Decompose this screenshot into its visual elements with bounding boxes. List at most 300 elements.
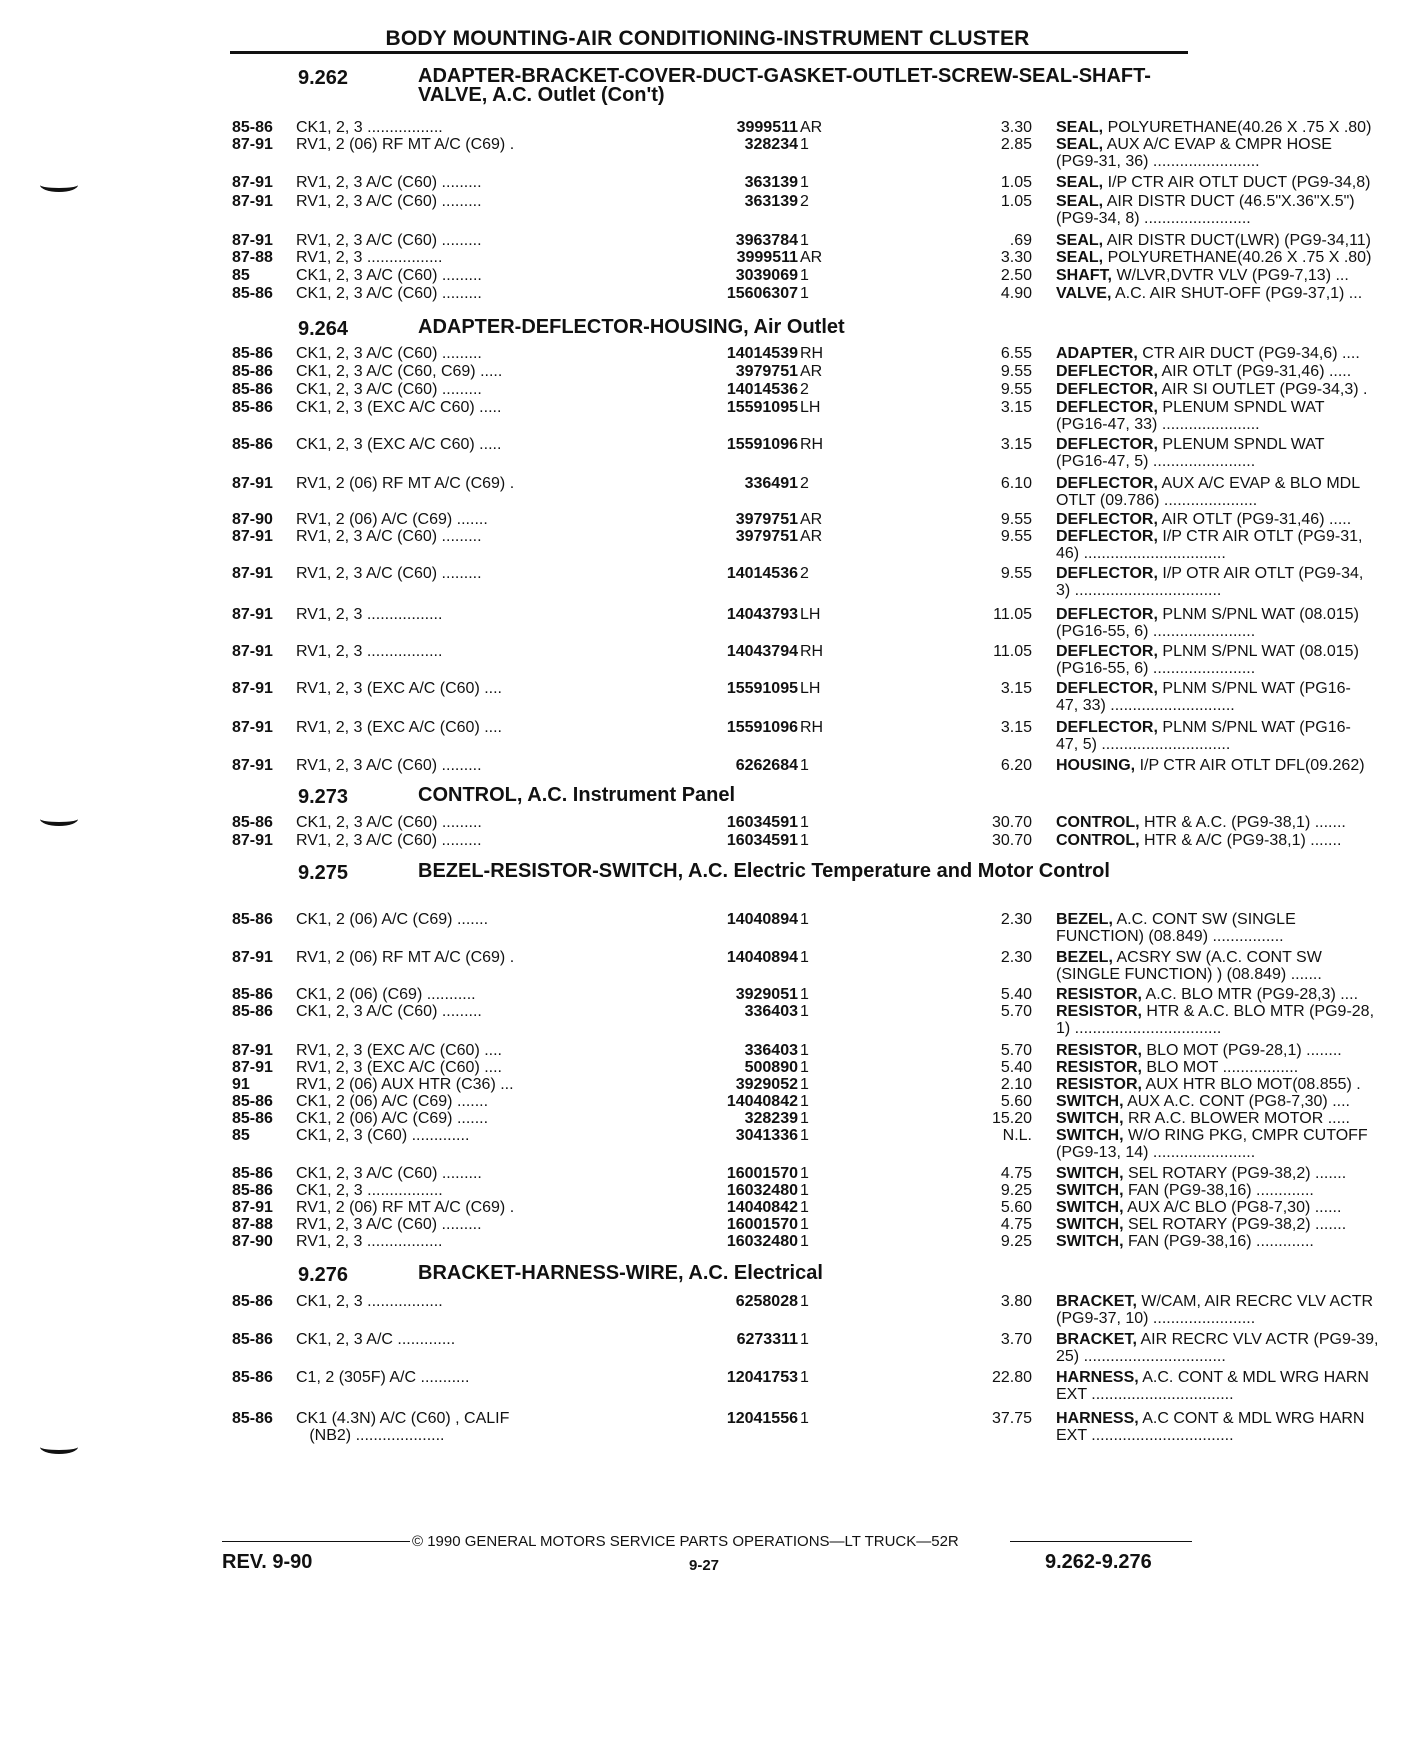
model-applicability: CK1, 2 (06) A/C (C69) ....... [296,1093,489,1110]
quantity: 1 [800,1076,809,1093]
quantity: LH [800,680,821,697]
model-years: 85 [232,267,250,284]
part-detail: PLENUM SPNDL WAT [1162,436,1325,453]
part-description [1056,833,1416,849]
quantity: 1 [800,1216,809,1233]
model-years: 85-86 [232,1331,273,1348]
quantity: 1 [800,1127,809,1144]
model-years: 85-86 [232,285,273,302]
part-number: 3041336 [735,1127,798,1144]
part-name: BRACKET, [1056,1293,1137,1310]
part-detail: BLO MOT ................. [1146,1059,1299,1076]
part-description [1056,137,1416,153]
model-applicability: CK1, 2, 3 A/C (C60) ......... [296,1003,482,1020]
part-number: 15591096 [726,436,798,453]
model-applicability: CK1, 2, 3 A/C (C60, C69) ..... [296,363,503,380]
part-number: 15591095 [726,399,798,416]
model-years: 85-86 [232,1093,273,1110]
part-number: 16034591 [726,814,798,831]
part-detail: FAN (PG9-38,16) ............. [1128,1182,1314,1199]
quantity: 1 [800,267,809,284]
quantity: AR [800,119,823,136]
punch-hole-mark [40,1440,78,1454]
price: 5.70 [1000,1042,1032,1059]
quantity: 1 [800,174,809,191]
part-description [1056,194,1416,210]
part-description-continued: (PG9-37, 10) ....................... [1056,1310,1256,1327]
part-number: 15606307 [726,285,798,302]
model-years: 87-91 [232,680,273,697]
part-name: CONTROL, [1056,832,1140,849]
punch-hole-mark [40,812,78,826]
model-years: 87-91 [232,949,273,966]
price: 11.05 [993,606,1032,623]
part-detail: POLYURETHANE(40.26 X .75 X .80) [1107,249,1372,266]
quantity: 1 [800,1233,809,1250]
model-applicability: CK1, 2 (06) (C69) ........... [296,986,476,1003]
part-number: 336403 [744,1003,798,1020]
section-number: 9.273 [298,786,349,808]
part-name: SEAL, [1056,232,1104,249]
part-description [1056,400,1416,416]
model-years: 87-91 [232,475,273,492]
part-description [1056,1111,1416,1127]
part-name: DEFLECTOR, [1056,363,1158,380]
quantity: 1 [800,1369,809,1386]
model-applicability: CK1, 2 (06) A/C (C69) ....... [296,1110,489,1127]
model-applicability: C1, 2 (305F) A/C ........... [296,1369,470,1386]
model-years: 85-86 [232,814,273,831]
part-name: SWITCH, [1056,1127,1124,1144]
section-number: 9.275 [298,862,349,884]
part-description [1056,364,1416,380]
part-description [1056,1332,1416,1348]
quantity: RH [800,643,824,660]
price: 2.85 [1000,136,1032,153]
model-applicability: RV1, 2, 3 A/C (C60) ......... [296,174,482,191]
part-detail: I/P CTR AIR OTLT DUCT (PG9-34,8) [1107,174,1371,191]
part-name: DEFLECTOR, [1056,381,1158,398]
part-number: 3929051 [735,986,798,1003]
part-description [1056,1234,1416,1250]
section-title: BEZEL-RESISTOR-SWITCH, A.C. Electric Temperature and Motor Control [418,860,1110,882]
price: 5.60 [1000,1199,1032,1216]
price: 3.15 [1000,719,1032,736]
part-detail: AUX A/C EVAP & BLO MDL [1161,475,1361,492]
part-description [1056,529,1416,545]
part-description [1056,1077,1416,1093]
model-years: 87-91 [232,643,273,660]
part-number: 14040894 [726,949,798,966]
model-applicability: CK1, 2, 3 A/C (C60) ......... [296,381,482,398]
part-description [1056,286,1416,302]
part-number: 14014536 [726,381,798,398]
part-number: 336403 [744,1042,798,1059]
model-years: 87-91 [232,1199,273,1216]
price: N.L. [1002,1127,1032,1144]
model-applicability: RV1, 2 (06) RF MT A/C (C69) . [296,1199,515,1216]
part-description-continued: (PG16-55, 6) ....................... [1056,623,1256,640]
model-applicability: RV1, 2 (06) A/C (C69) ....... [296,511,488,528]
model-years: 87-91 [232,174,273,191]
part-description-continued: EXT ................................ [1056,1386,1234,1403]
part-number: 363139 [744,174,798,191]
part-number: 16032480 [726,1182,798,1199]
part-description [1056,1060,1416,1076]
model-applicability: RV1, 2, 3 (EXC A/C (C60) .... [296,719,502,736]
part-description-continued: (PG16-55, 6) ....................... [1056,660,1256,677]
model-years: 91 [232,1076,250,1093]
quantity: 1 [800,285,809,302]
part-number: 3999511 [736,119,798,136]
price: 6.10 [1000,475,1032,492]
part-number: 363139 [744,193,798,210]
part-name: DEFLECTOR, [1056,606,1158,623]
part-description [1056,476,1416,492]
part-description-continued: 25) ................................ [1056,1348,1226,1365]
part-description [1056,512,1416,528]
part-number: 14040842 [726,1093,798,1110]
section-title: BRACKET-HARNESS-WIRE, A.C. Electrical [418,1262,823,1284]
part-number: 328239 [744,1110,798,1127]
part-name: RESISTOR, [1056,1076,1142,1093]
quantity: 1 [800,232,809,249]
model-applicability: RV1, 2, 3 A/C (C60) ......... [296,193,482,210]
price: 5.40 [1000,1059,1032,1076]
quantity: 1 [800,1199,809,1216]
model-years: 85-86 [232,1293,273,1310]
price: 15.20 [991,1110,1032,1127]
part-description [1056,1370,1416,1386]
part-detail: AIR DISTR DUCT (46.5"X.36"X.5") [1106,193,1355,210]
price: 3.15 [1000,399,1032,416]
part-detail: HTR & A/C (PG9-38,1) ....... [1144,832,1342,849]
part-description [1056,815,1416,831]
quantity: RH [800,719,824,736]
quantity: 1 [800,1331,809,1348]
part-description [1056,250,1416,266]
model-years: 85-86 [232,399,273,416]
model-applicability: CK1, 2, 3 A/C ............. [296,1331,456,1348]
price: 11.05 [993,643,1032,660]
quantity: 1 [800,1042,809,1059]
model-applicability: CK1, 2, 3 ................. [296,119,443,136]
part-detail: PLNM S/PNL WAT (08.015) [1162,606,1359,623]
part-name: CONTROL, [1056,814,1140,831]
model-applicability: CK1, 2, 3 (EXC A/C C60) ..... [296,399,502,416]
part-name: BEZEL, [1056,911,1113,928]
part-detail: SEL ROTARY (PG9-38,2) ....... [1128,1165,1347,1182]
part-number: 14014539 [726,345,798,362]
part-number: 500890 [744,1059,798,1076]
model-applicability: RV1, 2, 3 ................. [296,249,443,266]
model-years: 85 [232,1127,250,1144]
part-detail: PLNM S/PNL WAT (08.015) [1162,643,1359,660]
part-name: DEFLECTOR, [1056,436,1158,453]
quantity: 1 [800,1182,809,1199]
part-name: DEFLECTOR, [1056,643,1158,660]
model-years: 87-88 [232,249,273,266]
part-detail: W/O RING PKG, CMPR CUTOFF [1128,1127,1368,1144]
price: 30.70 [991,814,1032,831]
part-name: SHAFT, [1056,267,1112,284]
part-detail: A.C. CONT SW (SINGLE [1116,911,1296,928]
part-detail: POLYURETHANE(40.26 X .75 X .80) [1107,119,1372,136]
price: 1.05 [1000,174,1032,191]
part-number: 6273311 [736,1331,798,1348]
price: 5.60 [1000,1093,1032,1110]
model-years: 87-91 [232,528,273,545]
part-name: DEFLECTOR, [1056,399,1158,416]
part-name: RESISTOR, [1056,1042,1142,1059]
model-years: 85-86 [232,911,273,928]
part-number: 15591096 [726,719,798,736]
model-years: 85-86 [232,436,273,453]
part-number: 12041556 [726,1410,798,1427]
model-applicability: CK1, 2, 3 ................. [296,1293,443,1310]
price: 3.80 [1000,1293,1032,1310]
part-description [1056,175,1416,191]
quantity: 1 [800,136,809,153]
part-number: 14043794 [726,643,798,660]
part-description [1056,566,1416,582]
part-description [1056,1094,1416,1110]
quantity: 1 [800,757,809,774]
part-detail: AUX HTR BLO MOT(08.855) . [1145,1076,1361,1093]
part-detail: ACSRY SW (A.C. CONT SW [1116,949,1322,966]
part-description-continued: 47, 5) ............................. [1056,736,1231,753]
model-years: 85-86 [232,1165,273,1182]
part-description-continued: EXT ................................ [1056,1427,1234,1444]
price: 4.75 [1000,1165,1032,1182]
part-description [1056,233,1416,249]
section-number: 9.264 [298,318,349,340]
part-description [1056,1411,1416,1427]
model-years: 87-91 [232,1042,273,1059]
model-years: 87-90 [232,1233,273,1250]
quantity: 1 [800,1410,809,1427]
quantity: RH [800,345,824,362]
model-applicability: RV1, 2, 3 A/C (C60) ......... [296,232,482,249]
model-applicability: CK1, 2, 3 A/C (C60) ......... [296,814,482,831]
model-applicability: RV1, 2 (06) RF MT A/C (C69) . [296,475,515,492]
price: 3.15 [1000,680,1032,697]
part-number: 12041753 [726,1369,798,1386]
price: 6.20 [1000,757,1032,774]
part-name: SWITCH, [1056,1093,1124,1110]
model-applicability: RV1, 2, 3 (EXC A/C (C60) .... [296,1059,502,1076]
model-applicability: RV1, 2 (06) AUX HTR (C36) ... [296,1076,514,1093]
quantity: 2 [800,475,809,492]
part-detail: PLNM S/PNL WAT (PG16- [1162,719,1351,736]
model-years: 85-86 [232,1369,273,1386]
part-description [1056,950,1416,966]
part-description-continued: OTLT (09.786) ..................... [1056,492,1258,509]
part-detail: I/P CTR AIR OTLT DFL(09.262) [1139,757,1365,774]
part-description-continued: 46) ................................ [1056,545,1226,562]
price: 9.25 [1000,1182,1032,1199]
part-detail: A.C. BLO MTR (PG9-28,3) .... [1145,986,1359,1003]
part-number: 336491 [744,475,798,492]
model-years: 85-86 [232,986,273,1003]
part-name: DEFLECTOR, [1056,475,1158,492]
part-description-continued: 1) ................................. [1056,1020,1222,1037]
model-applicability: CK1, 2, 3 A/C (C60) ......... [296,285,482,302]
model-applicability: RV1, 2, 3 ................. [296,1233,443,1250]
model-applicability: RV1, 2, 3 A/C (C60) ......... [296,528,482,545]
part-detail: HTR & A.C. (PG9-38,1) ....... [1144,814,1346,831]
part-description-continued: (SINGLE FUNCTION) ) (08.849) ....... [1056,966,1322,983]
part-number: 328234 [744,136,798,153]
model-applicability: RV1, 2, 3 (EXC A/C (C60) .... [296,680,502,697]
price: 9.55 [1000,381,1032,398]
quantity: 1 [800,911,809,928]
model-years: 85-86 [232,1110,273,1127]
model-applicability: CK1, 2, 3 (EXC A/C C60) ..... [296,436,502,453]
quantity: 2 [800,193,809,210]
part-description [1056,1128,1416,1144]
part-detail: PLENUM SPNDL WAT [1162,399,1325,416]
model-years: 85-86 [232,345,273,362]
model-applicability: RV1, 2, 3 A/C (C60) ......... [296,565,482,582]
model-years: 87-91 [232,832,273,849]
part-description-continued: 3) ................................. [1056,582,1222,599]
part-number: 3963784 [735,232,798,249]
part-name: BEZEL, [1056,949,1113,966]
part-name: SWITCH, [1056,1110,1124,1127]
price: 3.70 [1000,1331,1032,1348]
part-detail: I/P OTR AIR OTLT (PG9-34, [1162,565,1364,582]
part-number: 14040842 [726,1199,798,1216]
part-number: 14043793 [726,606,798,623]
model-years: 87-91 [232,1059,273,1076]
quantity: AR [800,363,823,380]
price: 9.55 [1000,363,1032,380]
price: 4.75 [1000,1216,1032,1233]
part-number: 3979751 [735,528,798,545]
part-number: 16001570 [726,1216,798,1233]
part-detail: SEL ROTARY (PG9-38,2) ....... [1128,1216,1347,1233]
part-detail: AIR DISTR DUCT(LWR) (PG9-34,11) [1106,232,1372,249]
model-applicability: CK1, 2, 3 A/C (C60) ......... [296,1165,482,1182]
quantity: 1 [800,986,809,1003]
part-name: DEFLECTOR, [1056,719,1158,736]
quantity: 1 [800,949,809,966]
part-number: 3979751 [735,511,798,528]
part-description [1056,607,1416,623]
part-name: RESISTOR, [1056,986,1142,1003]
price: 9.55 [1000,565,1032,582]
part-number: 3979751 [735,363,798,380]
part-detail: AIR RECRC VLV ACTR (PG9-39, [1140,1331,1379,1348]
quantity: AR [800,511,823,528]
part-description [1056,1217,1416,1233]
price: 5.40 [1000,986,1032,1003]
part-detail: W/LVR,DVTR VLV (PG9-7,13) ... [1116,267,1349,284]
part-description [1056,346,1416,362]
part-name: SWITCH, [1056,1199,1124,1216]
quantity: 1 [800,1110,809,1127]
part-description-continued: FUNCTION) (08.849) ................ [1056,928,1284,945]
part-description [1056,1166,1416,1182]
page-title: BODY MOUNTING-AIR CONDITIONING-INSTRUMENT CLUSTER [385,27,1030,50]
part-detail: AUX A/C BLO (PG8-7,30) ...... [1127,1199,1342,1216]
part-name: VALVE, [1056,285,1112,302]
model-applicability-continued: (NB2) .................... [296,1427,445,1444]
part-name: SEAL, [1056,136,1104,153]
price: 4.90 [1000,285,1032,302]
part-name: HARNESS, [1056,1410,1139,1427]
model-applicability: CK1, 2 (06) A/C (C69) ....... [296,911,489,928]
part-name: DEFLECTOR, [1056,680,1158,697]
quantity: LH [800,606,821,623]
part-description [1056,382,1416,398]
model-applicability: RV1, 2 (06) RF MT A/C (C69) . [296,949,515,966]
punch-hole-mark [40,178,78,192]
model-years: 87-88 [232,1216,273,1233]
model-applicability: RV1, 2, 3 A/C (C60) ......... [296,832,482,849]
part-description [1056,120,1416,136]
part-name: RESISTOR, [1056,1059,1142,1076]
price: 37.75 [991,1410,1032,1427]
model-years: 85-86 [232,363,273,380]
model-applicability: RV1, 2, 3 A/C (C60) ......... [296,1216,482,1233]
model-years: 87-91 [232,193,273,210]
quantity: 2 [800,381,809,398]
part-detail: AIR OTLT (PG9-31,46) ..... [1161,511,1352,528]
price: 2.50 [1000,267,1032,284]
part-description [1056,1294,1416,1310]
part-description [1056,644,1416,660]
part-detail: A.C CONT & MDL WRG HARN [1142,1410,1365,1427]
model-years: 87-90 [232,511,273,528]
footer-section-range: 9.262-9.276 [1045,1551,1152,1573]
model-applicability: CK1, 2, 3 A/C (C60) ......... [296,267,482,284]
part-description-continued: (PG9-31, 36) ........................ [1056,153,1260,170]
part-description-continued: (PG9-34, 8) ........................ [1056,210,1251,227]
part-detail: AUX A.C. CONT (PG8-7,30) .... [1127,1093,1350,1110]
section-title: CONTROL, A.C. Instrument Panel [418,784,736,806]
part-description [1056,987,1416,1003]
model-applicability: CK1, 2, 3 A/C (C60) ......... [296,345,482,362]
model-years: 85-86 [232,119,273,136]
part-description-continued: (PG9-13, 14) ....................... [1056,1144,1256,1161]
footer-rule-left [222,1541,410,1542]
model-applicability: RV1, 2, 3 A/C (C60) ......... [296,757,482,774]
model-applicability: RV1, 2, 3 ................. [296,606,443,623]
part-number: 16034591 [726,832,798,849]
quantity: 2 [800,565,809,582]
price: 1.05 [1000,193,1032,210]
part-name: SEAL, [1056,193,1104,210]
part-name: SWITCH, [1056,1216,1124,1233]
model-years: 85-86 [232,381,273,398]
model-applicability: RV1, 2, 3 (EXC A/C (C60) .... [296,1042,502,1059]
part-number: 16001570 [726,1165,798,1182]
part-detail: I/P CTR AIR OTLT (PG9-31, [1162,528,1363,545]
part-name: RESISTOR, [1056,1003,1142,1020]
section-title: ADAPTER-BRACKET-COVER-DUCT-GASKET-OUTLET-SCREW-SEAL-SHAFT-VALVE, A.C. Outlet (Con't) [418,65,1151,106]
part-name: DEFLECTOR, [1056,511,1158,528]
part-name: DEFLECTOR, [1056,565,1158,582]
price: 2.10 [1000,1076,1032,1093]
model-years: 85-86 [232,1003,273,1020]
quantity: 1 [800,832,809,849]
price: 3.30 [1000,119,1032,136]
model-years: 85-86 [232,1182,273,1199]
part-detail: AUX A/C EVAP & CMPR HOSE [1106,136,1332,153]
footer-copyright: © 1990 GENERAL MOTORS SERVICE PARTS OPERATIONS—LT TRUCK—52R [412,1533,959,1550]
